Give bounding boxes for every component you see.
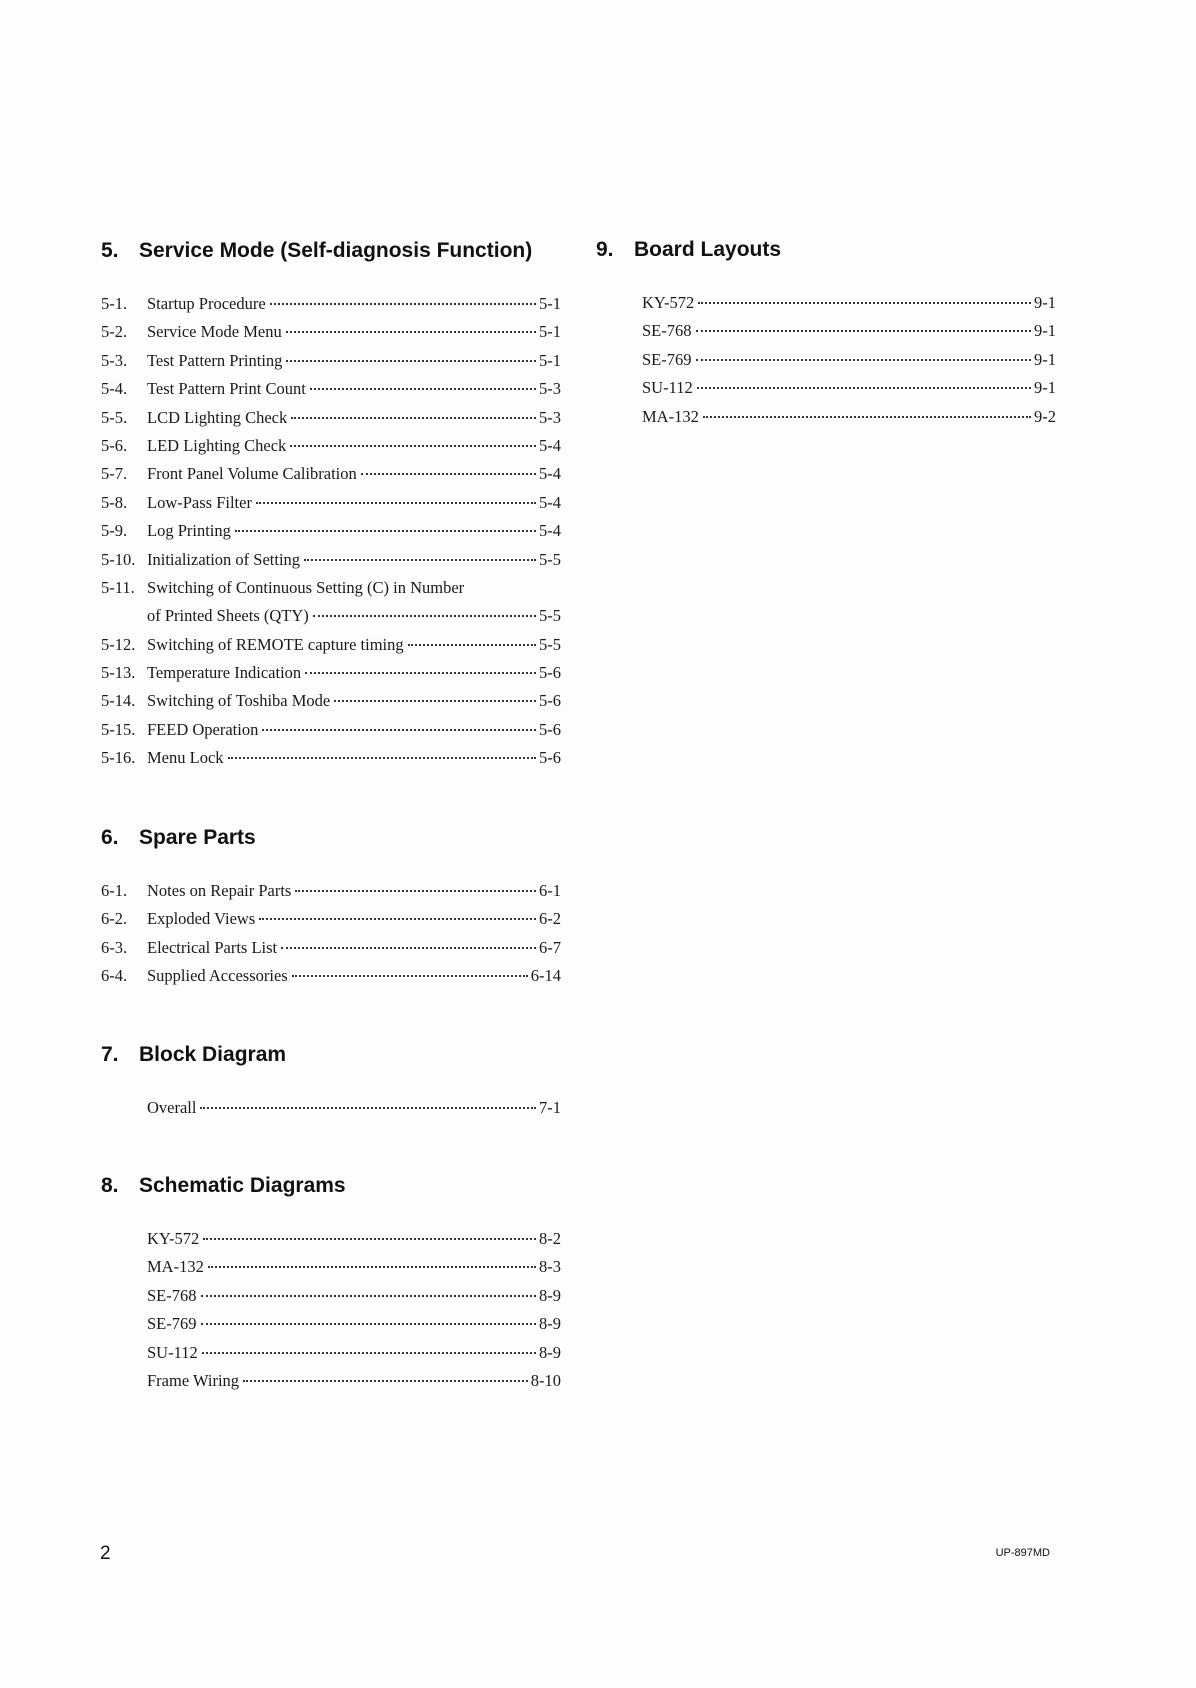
dot-leader: [243, 1380, 528, 1382]
entry-number: [596, 317, 642, 345]
entry-title: LCD Lighting Check: [147, 407, 288, 427]
toc-entry[interactable]: [101, 574, 561, 602]
page-number: 2: [100, 1543, 111, 1564]
toc-entry[interactable]: [101, 905, 561, 933]
dot-leader: [703, 416, 1031, 418]
entry-title: Service Mode Menu: [147, 322, 282, 342]
entry-title: SE-769: [642, 349, 692, 369]
entry-title: Startup Procedure: [147, 294, 266, 313]
dot-leader: [334, 700, 536, 702]
entry-title: Menu Lock: [147, 748, 224, 768]
entry-page: 5-3: [539, 407, 561, 427]
entry-title: LED Lighting Check: [147, 435, 287, 455]
entry-page: 5-4: [539, 464, 561, 484]
entry-number: 5-5.: [101, 407, 128, 427]
entry-page: 6-2: [539, 909, 561, 929]
entry-page: 9-1: [1034, 321, 1056, 341]
dot-leader: [270, 303, 536, 305]
entry-title: Test Pattern Printing: [147, 350, 283, 370]
toc-section-6: [101, 823, 561, 991]
section-heading: [101, 823, 561, 853]
entry-page: 5-6: [539, 663, 561, 683]
entry-page: 5-4: [539, 435, 561, 455]
entry-number: [101, 1282, 147, 1310]
toc-entry[interactable]: [101, 877, 561, 905]
toc-entry-list: [596, 289, 1056, 431]
entry-page: 6-14: [530, 966, 561, 986]
entry-number: 6-4.: [101, 966, 128, 986]
entry-number: 5-10.: [101, 549, 136, 569]
entry-number: 5-12.: [101, 634, 136, 654]
dot-leader: [201, 1323, 537, 1325]
entry-page: 5-5: [539, 634, 561, 654]
dot-leader: [313, 615, 536, 617]
entry-title: Temperature Indication: [147, 663, 302, 683]
entry-number: [101, 1225, 147, 1253]
entry-page: 5-1: [539, 350, 561, 370]
dot-leader: [256, 502, 536, 504]
dot-leader: [291, 417, 536, 419]
entry-number: 5-15.: [101, 719, 136, 739]
entry-number: 5-11.: [101, 577, 135, 597]
entry-number: [101, 1367, 147, 1395]
section-number: 5.: [101, 239, 119, 262]
entry-title: MA-132: [147, 1257, 204, 1277]
toc-entry[interactable]: [101, 1094, 561, 1122]
entry-page: 6-1: [539, 881, 561, 900]
toc-entry[interactable]: [101, 1282, 561, 1310]
entry-page: 9-1: [1034, 378, 1056, 398]
entry-number: [101, 1339, 147, 1367]
entry-number: [101, 1094, 147, 1122]
toc-section-5: [101, 236, 561, 773]
entry-title: Switching of Toshiba Mode: [147, 691, 331, 711]
entry-title: Exploded Views: [147, 909, 256, 929]
entry-page: 6-7: [539, 937, 561, 957]
entry-number: 5-2.: [101, 322, 128, 342]
entry-number: 5-8.: [101, 492, 128, 512]
dot-leader: [408, 644, 536, 646]
section-title: Schematic Diagrams: [139, 1174, 346, 1197]
section-number: 9.: [596, 238, 614, 261]
dot-leader: [304, 559, 536, 561]
entry-page: 5-3: [539, 379, 561, 399]
entry-title: FEED Operation: [147, 719, 259, 739]
entry-title: Notes on Repair Parts: [147, 881, 292, 900]
dot-leader: [697, 387, 1031, 389]
entry-title: Switching of REMOTE capture timing: [147, 634, 404, 654]
toc-entry[interactable]: [101, 744, 561, 772]
entry-page: 5-1: [539, 294, 561, 313]
toc-entry-continued[interactable]: [101, 602, 561, 630]
entry-number: 5-14.: [101, 691, 136, 711]
toc-entry[interactable]: [101, 290, 561, 318]
toc-section-7: [101, 1040, 561, 1122]
section-heading: [101, 1171, 561, 1201]
entry-number: 6-3.: [101, 937, 128, 957]
toc-entry-list: [101, 290, 561, 773]
entry-page: 5-6: [539, 748, 561, 768]
toc-entry[interactable]: [101, 962, 561, 990]
entry-page: 8-9: [539, 1285, 561, 1305]
toc-entry[interactable]: [101, 432, 561, 460]
dot-leader: [281, 947, 536, 949]
dot-leader: [262, 729, 536, 731]
toc-entry[interactable]: [101, 934, 561, 962]
entry-number: 5-7.: [101, 464, 128, 484]
dot-leader: [228, 757, 536, 759]
toc-entry[interactable]: [101, 1225, 561, 1253]
entry-page: 5-6: [539, 691, 561, 711]
entry-number: 5-3.: [101, 350, 128, 370]
toc-entry[interactable]: [101, 1253, 561, 1281]
dot-leader: [203, 1238, 536, 1240]
entry-title: Switching of Continuous Setting (C) in Number: [147, 577, 465, 597]
dot-leader: [696, 330, 1032, 332]
toc-entry[interactable]: [101, 687, 561, 715]
dot-leader: [696, 359, 1032, 361]
section-number: 6.: [101, 826, 119, 849]
entry-number: 5-1.: [101, 294, 128, 313]
entry-number: 5-16.: [101, 748, 136, 768]
entry-number: [596, 403, 642, 431]
entry-number: 5-9.: [101, 521, 128, 541]
entry-page: 5-4: [539, 521, 561, 541]
toc-entry[interactable]: [596, 374, 1056, 402]
entry-title: KY-572: [642, 293, 695, 312]
entry-title: Test Pattern Print Count: [147, 379, 306, 399]
section-number: 8.: [101, 1174, 119, 1197]
model-label: UP-897MD: [995, 1547, 1050, 1559]
entry-number: [101, 1310, 147, 1338]
toc-entry[interactable]: [101, 375, 561, 403]
dot-leader: [305, 672, 536, 674]
dot-leader: [292, 975, 528, 977]
toc-entry[interactable]: [101, 546, 561, 574]
toc-section-9: [596, 235, 1056, 431]
entry-page: 9-1: [1034, 293, 1056, 312]
toc-entry[interactable]: [101, 716, 561, 744]
entry-title: SU-112: [642, 378, 693, 398]
entry-number: 6-1.: [101, 881, 128, 900]
entry-title: Electrical Parts List: [147, 937, 278, 957]
entry-number: [596, 289, 642, 317]
toc-section-8: [101, 1171, 561, 1395]
toc-entry[interactable]: [596, 317, 1056, 345]
dot-leader: [201, 1295, 537, 1297]
entry-number: [101, 1253, 147, 1281]
entry-page: 7-1: [539, 1098, 561, 1117]
dot-leader: [286, 360, 536, 362]
toc-entry[interactable]: [101, 1339, 561, 1367]
section-heading: [596, 235, 1056, 265]
entry-title: SE-768: [147, 1285, 197, 1305]
toc-entry[interactable]: [101, 347, 561, 375]
section-heading: [101, 1040, 561, 1070]
entry-page: 5-4: [539, 492, 561, 512]
toc-entry[interactable]: [101, 1310, 561, 1338]
section-title: Service Mode (Self-diagnosis Function): [139, 239, 533, 262]
entry-title: Low-Pass Filter: [147, 492, 252, 512]
entry-page: 9-1: [1034, 349, 1056, 369]
entry-page: 8-10: [530, 1370, 561, 1390]
entry-title: Overall: [147, 1098, 197, 1117]
entry-page: 8-9: [539, 1342, 561, 1362]
dot-leader: [208, 1266, 536, 1268]
entry-title: Log Printing: [147, 521, 231, 541]
entry-number: [596, 346, 642, 374]
entry-number: [596, 374, 642, 402]
entry-page: 8-2: [539, 1229, 561, 1248]
dot-leader: [295, 890, 536, 892]
dot-leader: [200, 1107, 536, 1109]
section-title: Board Layouts: [634, 238, 782, 261]
section-heading: [101, 236, 561, 266]
dot-leader: [290, 445, 536, 447]
dot-leader: [259, 918, 536, 920]
entry-page: 8-9: [539, 1314, 561, 1334]
dot-leader: [698, 302, 1031, 304]
entry-page: 5-1: [539, 322, 561, 342]
toc-entry-list: [101, 1094, 561, 1122]
entry-number: [101, 602, 147, 630]
toc-entry[interactable]: [596, 289, 1056, 317]
entry-page: 9-2: [1034, 406, 1056, 426]
entry-title: Front Panel Volume Calibration: [147, 464, 357, 484]
entry-number: 5-6.: [101, 435, 128, 455]
entry-title: Initialization of Setting: [147, 549, 301, 569]
entry-title: KY-572: [147, 1229, 200, 1248]
dot-leader: [286, 331, 536, 333]
entry-page: 5-6: [539, 719, 561, 739]
dot-leader: [310, 388, 536, 390]
dot-leader: [202, 1352, 536, 1354]
entry-title: Supplied Accessories: [147, 966, 288, 986]
entry-page: 8-3: [539, 1257, 561, 1277]
toc-entry[interactable]: [101, 517, 561, 545]
toc-entry[interactable]: [596, 403, 1056, 431]
entry-title: SU-112: [147, 1342, 198, 1362]
toc-entry[interactable]: [101, 460, 561, 488]
section-title: Block Diagram: [139, 1043, 287, 1066]
section-title: Spare Parts: [139, 826, 256, 849]
toc-entry-list: [101, 877, 561, 991]
toc-entry[interactable]: [101, 404, 561, 432]
section-number: 7.: [101, 1043, 119, 1066]
entry-title: of Printed Sheets (QTY): [147, 606, 309, 626]
entry-title: Frame Wiring: [147, 1370, 240, 1390]
entry-page: 5-5: [539, 549, 561, 569]
toc-entry[interactable]: [101, 631, 561, 659]
toc-entry[interactable]: [101, 659, 561, 687]
entry-title: MA-132: [642, 406, 699, 426]
toc-entry[interactable]: [101, 489, 561, 517]
entry-number: 5-13.: [101, 663, 136, 683]
dot-leader: [361, 473, 536, 475]
dot-leader: [235, 530, 536, 532]
entry-title: SE-768: [642, 321, 692, 341]
toc-entry[interactable]: [101, 318, 561, 346]
toc-entry[interactable]: [101, 1367, 561, 1395]
entry-number: 6-2.: [101, 909, 128, 929]
toc-entry-list: [101, 1225, 561, 1395]
entry-page: 5-5: [539, 606, 561, 626]
entry-title: SE-769: [147, 1314, 197, 1334]
toc-entry[interactable]: [596, 346, 1056, 374]
entry-number: 5-4.: [101, 379, 128, 399]
